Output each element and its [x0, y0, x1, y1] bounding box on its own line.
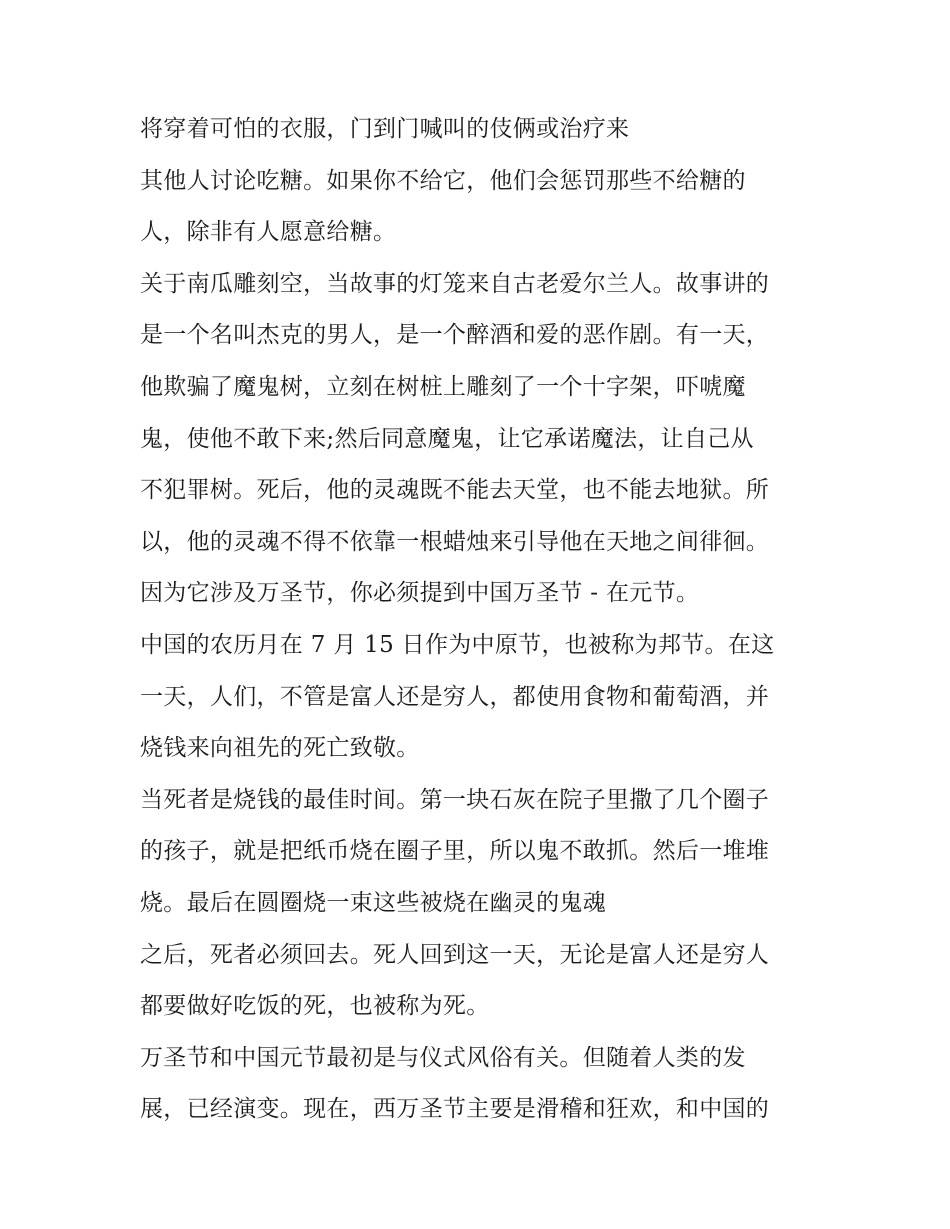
body-text — [140, 109, 840, 1141]
text-line: 万圣节和中国元节最初是与仪式风俗有关。但随着人类的发 — [140, 1044, 746, 1071]
text-line: 不犯罪树。死后，他的灵魂既不能去天堂，也不能去地狱。所 — [140, 477, 770, 504]
text-line: 以，他的灵魂不得不依靠一根蜡烛来引导他在天地之间徘徊。 — [140, 528, 770, 555]
text-line: 的孩子，就是把纸币烧在圈子里，所以鬼不敢抓。然后一堆堆 — [140, 838, 770, 865]
text-line: 将穿着可怕的衣服，门到门喊叫的伎俩或治疗来 — [140, 116, 630, 142]
text-line: 烧。最后在圆圈烧一束这些被烧在幽灵的鬼魂 — [140, 889, 606, 916]
text-line: 展，已经演变。现在，西万圣节主要是滑稽和狂欢，和中国的 — [140, 1096, 770, 1123]
text-line: 他欺骗了魔鬼树，立刻在树桩上雕刻了一个十字架，吓唬魔 — [140, 373, 746, 400]
text-line: 都要做好吃饭的死，也被称为死。 — [140, 993, 490, 1020]
text-line: 其他人讨论吃糖。如果你不给它，他们会惩罚那些不给糖的 — [140, 167, 746, 194]
text-line: 人，除非有人愿意给糖。 — [140, 219, 397, 246]
text-line: 当死者是烧钱的最佳时间。第一块石灰在院子里撒了几个圈子 — [140, 786, 770, 813]
text-line: 之后，死者必须回去。死人回到这一天，无论是富人还是穷人 — [140, 941, 770, 968]
text-line: 一天，人们，不管是富人还是穷人，都使用食物和葡萄酒，并 — [140, 683, 770, 710]
text-line: 关于南瓜雕刻空，当故事的灯笼来自古老爱尔兰人。故事讲的 — [140, 270, 770, 297]
text-line: 因为它涉及万圣节，你必须提到中国万圣节 - 在元节。 — [140, 580, 700, 607]
text-line: 烧钱来向祖先的死亡致敬。 — [140, 735, 420, 762]
text-line: 鬼，使他不敢下来;然后同意魔鬼，让它承诺魔法，让自己从 — [140, 425, 754, 452]
text-line: 中国的农历月在 7 月 15 日作为中原节，也被称为邦节。在这 — [140, 631, 775, 658]
text-line: 是一个名叫杰克的男人，是一个醉酒和爱的恶作剧。有一天， — [140, 322, 770, 349]
